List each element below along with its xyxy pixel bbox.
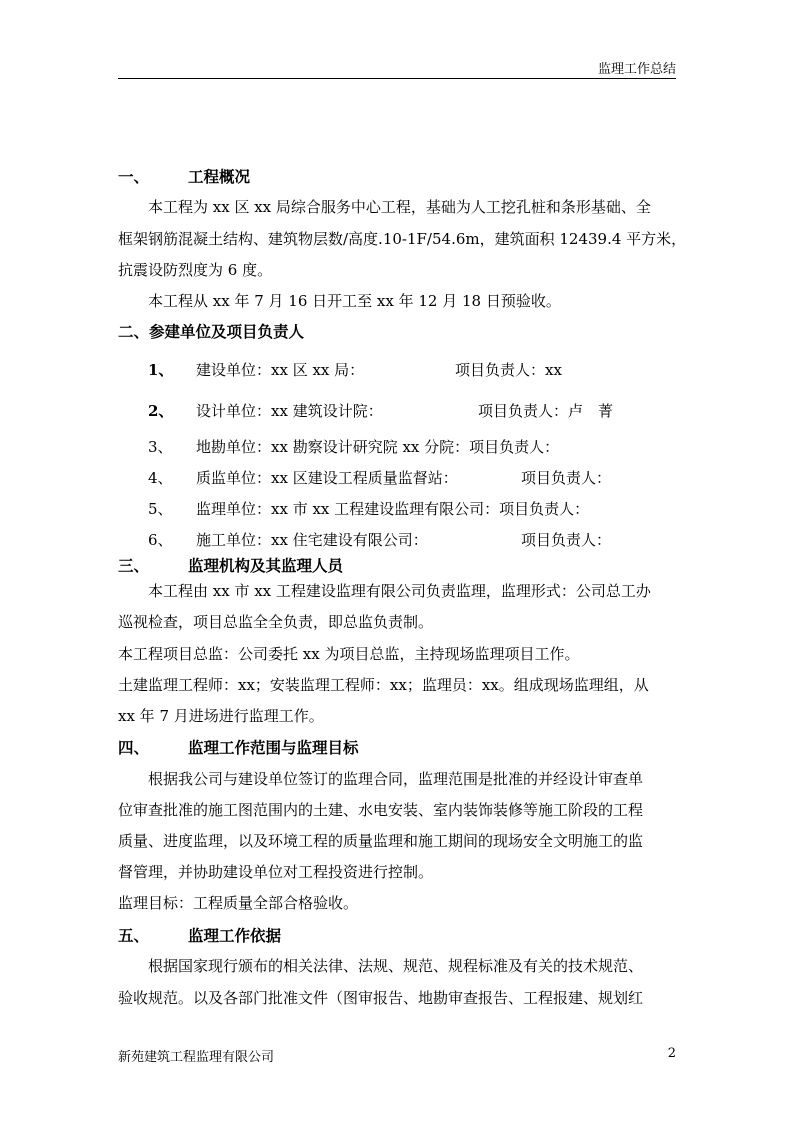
unit-leader: 项目负责人： — [521, 531, 612, 549]
unit-number: 1、 — [148, 361, 174, 379]
page-number: 2 — [667, 1046, 676, 1061]
section-title: 工程概况 — [188, 167, 251, 186]
unit-leader: 项目负责人：xx — [455, 361, 562, 379]
section-number: 四、 — [118, 738, 150, 757]
paragraph-line: 督管理，并协助建设单位对工程投资进行控制。 — [118, 863, 434, 881]
section-heading-4 — [118, 736, 359, 758]
unit-row — [148, 436, 559, 457]
paragraph-line: 根据我公司与建设单位签订的监理合同，监理范围是批准的并经设计审查单 — [148, 770, 644, 788]
unit-number: 6、 — [148, 531, 173, 549]
section-title: 监理工作依据 — [188, 926, 282, 945]
unit-number: 2、 — [148, 402, 174, 420]
unit-row — [148, 400, 383, 421]
paragraph-line: 验收规范。以及各部门批准文件（图审报告、地勘审查报告、工程报建、规划红 — [118, 989, 644, 1007]
section-heading-1 — [118, 165, 250, 187]
unit-name: 施工单位：xx 住宅建设有限公司： — [196, 531, 428, 549]
unit-number: 4、 — [148, 469, 173, 487]
section-title: 监理工作范围与监理目标 — [188, 738, 359, 757]
header-rule — [118, 78, 676, 79]
unit-number: 3、 — [148, 438, 173, 456]
paragraph-line: 本工程由 xx 市 xx 工程建设监理有限公司负责监理，监理形式：公司总工办 — [148, 582, 651, 600]
paragraph-line: 根据国家现行颁布的相关法律、法规、规范、规程标准及有关的技术规范、 — [148, 957, 644, 975]
unit-number: 5、 — [148, 500, 173, 518]
section-number: 一、 — [118, 167, 150, 186]
unit-row — [148, 498, 589, 519]
page-header-title: 监理工作总结 — [597, 62, 676, 77]
section-heading-2: 二、参建单位及项目负责人 — [118, 322, 305, 341]
paragraph-line: 本工程项目总监：公司委托 xx 为项目总监，主持现场监理项目工作。 — [118, 645, 580, 663]
unit-row — [148, 359, 364, 380]
section-number: 三、 — [118, 556, 150, 575]
paragraph-line: 监理目标：工程质量全部合格验收。 — [118, 894, 359, 912]
paragraph-line: 土建监理工程师：xx；安装监理工程师：xx；监理员：xx。组成现场监理组，从 — [118, 676, 649, 694]
section-number: 五、 — [118, 926, 150, 945]
paragraph-line: 质量、进度监理，以及环境工程的质量监理和施工期间的现场安全文明施工的监 — [118, 832, 644, 850]
unit-name: 建设单位：xx 区 xx 局： — [196, 361, 365, 379]
section-title: 监理机构及其监理人员 — [188, 556, 344, 575]
paragraph-line: 本工程为 xx 区 xx 局综合服务中心工程，基础为人工挖孔桩和条形基础、全 — [148, 198, 651, 216]
footer-company: 新苑建筑工程监理有限公司 — [118, 1050, 275, 1065]
paragraph-line: 抗震设防烈度为 6 度。 — [118, 261, 273, 279]
unit-name: 设计单位：xx 建筑设计院： — [196, 402, 383, 420]
unit-name: 监理单位：xx 市 xx 工程建设监理有限公司：项目负责人： — [196, 500, 590, 518]
paragraph-line: xx 年 7 月进场进行监理工作。 — [118, 707, 324, 725]
paragraph-line: 本工程从 xx 年 7 月 16 日开工至 xx 年 12 月 18 日预验收。 — [148, 292, 561, 310]
unit-row — [148, 529, 428, 550]
unit-leader: 项目负责人： — [521, 469, 612, 487]
paragraph-line: 框架钢筋混凝土结构、建筑物层数/高度.10-1F/54.6m，建筑面积 12439.4 平方米， — [118, 230, 687, 248]
unit-row — [148, 467, 458, 488]
unit-leader: 项目负责人：卢 菁 — [478, 402, 614, 420]
section-heading-3 — [118, 554, 343, 576]
unit-name: 质监单位：xx 区建设工程质量监督站： — [196, 469, 458, 487]
paragraph-line: 巡视检查，项目总监全全负责，即总监负责制。 — [118, 613, 434, 631]
unit-name: 地勘单位：xx 勘察设计研究院 xx 分院：项目负责人： — [196, 438, 560, 456]
paragraph-line: 位审查批准的施工图范围内的土建、水电安装、室内装饰装修等施工阶段的工程 — [118, 801, 644, 819]
section-heading-5 — [118, 924, 281, 946]
